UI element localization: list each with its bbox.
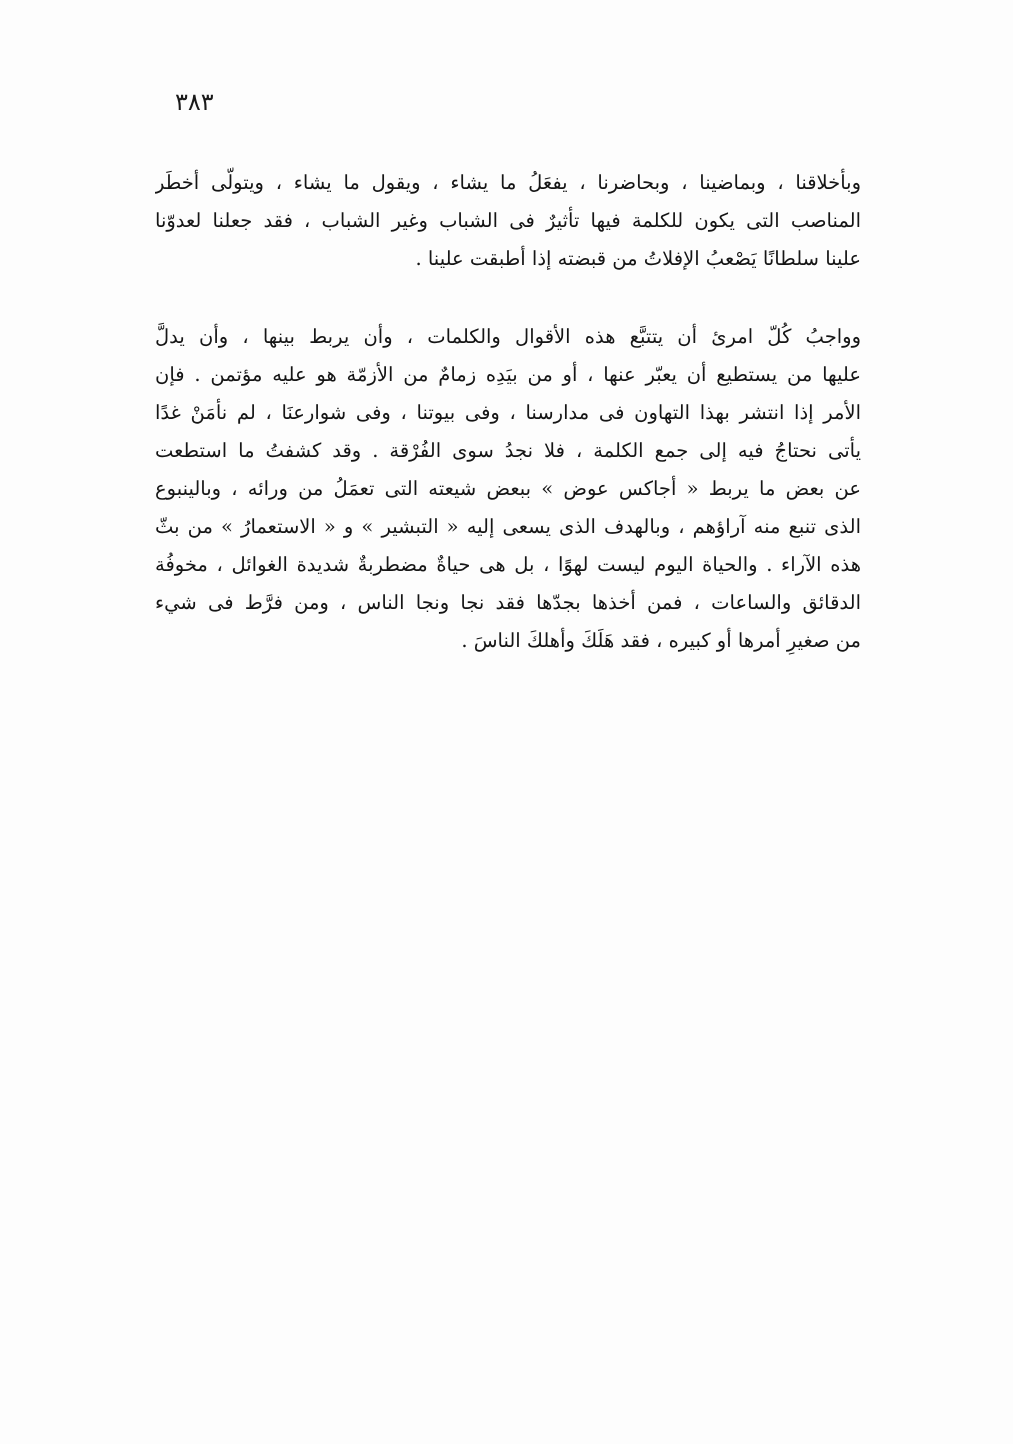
paragraph-line: هذه الآراء . والحياة اليوم ليست لهوًا ، بل هى حياةٌ مضطربةٌ شديدة الغوائل ، مخوفُة <box>155 553 861 576</box>
paragraph-line: عليها من يستطيع أن يعبّر عنها ، أو من بيَدِه زمامٌ من الأزمّة هو عليه مؤتمن . فإن <box>155 363 861 386</box>
page-number: ٣٨٣ <box>175 88 214 116</box>
paragraph-line: علينا سلطانًا يَصْعبُ الإفلاتُ من قبضته إذا أطبقت علينا . <box>415 247 861 270</box>
paragraph-line: من صغيرِ أمرها أو كبيره ، فقد هَلَكَ وأهلكَ الناسَ . <box>461 629 861 652</box>
paragraph-line: الذى تنبع منه آراؤهم ، وبالهدف الذى يسعى إليه « التبشير » و « الاستعمارُ » من بثّ <box>155 515 861 538</box>
paragraph-line: وواجبُ كُلّ امرئ أن يتتبَّع هذه الأقوال والكلمات ، وأن يربط بينها ، وأن يدلَّ <box>155 325 861 348</box>
paragraph-line: الأمر إذا انتشر بهذا التهاون فى مدارسنا ، وفى بيوتنا ، وفى شوارعنَا ، لم نأمَنْ غدًا <box>155 401 861 424</box>
paragraph-line: وبأخلاقنا ، وبماضينا ، وبحاضرنا ، يفعَلُ ما يشاء ، ويقول ما يشاء ، ويتولّى أخطَر <box>155 171 861 194</box>
paragraph-line: المناصب التى يكون للكلمة فيها تأثيرٌ فى الشباب وغير الشباب ، فقد جعلنا لعدوّنا <box>155 209 861 232</box>
paragraph-line: عن بعض ما يربط « أجاكس عوض » ببعض شيعته التى تعمَلُ من ورائه ، وبالينبوع <box>155 477 861 500</box>
paragraph-1 <box>155 164 861 278</box>
paragraph-line: يأتى نحتاجُ فيه إلى جمع الكلمة ، فلا نجدُ سوى الفُرْقة . وقد كشفتُ ما استطعت <box>155 439 861 462</box>
paragraph-line: الدقائق والساعات ، فمن أخذها بجدّها فقد نجا ونجا الناس ، ومن فرَّط فى شيء <box>155 591 861 614</box>
paragraph-2 <box>155 318 861 660</box>
